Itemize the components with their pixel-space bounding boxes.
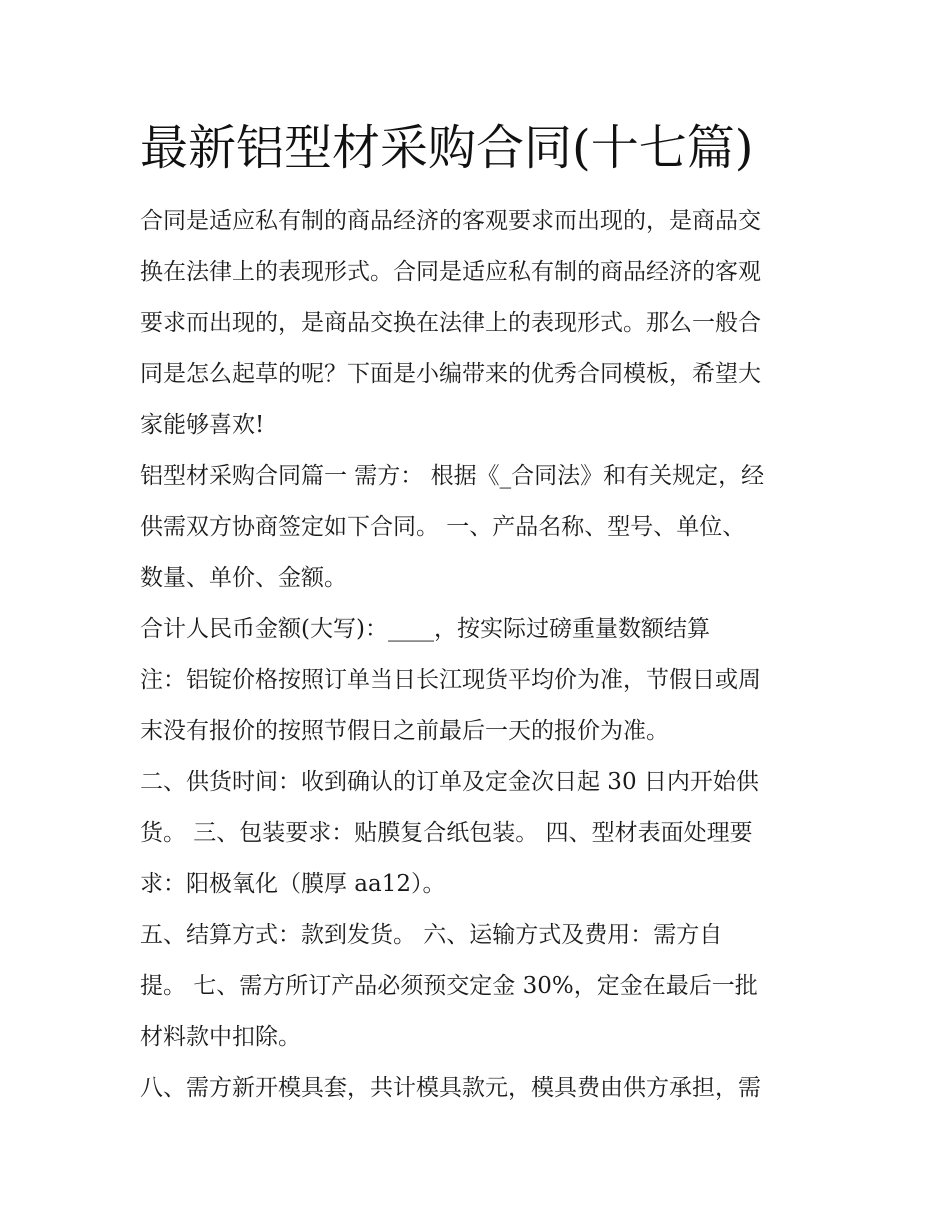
- paragraph-contract-one-header: [140, 451, 820, 604]
- text-line: 同是怎么起草的呢？下面是小编带来的优秀合同模板，希望大: [140, 361, 761, 387]
- document-title: 最新铝型材采购合同(十七篇): [140, 120, 754, 176]
- text-line: 换在法律上的表现形式。合同是适应私有制的商品经济的客观: [140, 259, 761, 285]
- paragraph-note: [140, 655, 820, 757]
- text-line: 合同是适应私有制的商品经济的客观要求而出现的，是商品交: [140, 208, 761, 234]
- paragraph-clauses-5-7: [140, 910, 820, 1063]
- text-line: 货。 三、包装要求：贴膜复合纸包装。 四、型材表面处理要: [140, 820, 753, 846]
- paragraph-clauses-2-4: [140, 757, 820, 910]
- text-line: 注：铝锭价格按照订单当日长江现货平均价为准，节假日或周: [140, 667, 761, 693]
- text-line: 数量、单价、金额。: [140, 565, 347, 591]
- text-line: 家能够喜欢!: [140, 412, 265, 438]
- text-line: 末没有报价的按照节假日之前最后一天的报价为准。: [140, 718, 669, 744]
- text-line: 八、需方新开模具套，共计模具款元，模具费由供方承担，需: [140, 1075, 761, 1101]
- text-line: 求：阳极氧化（膜厚 aa12）。: [140, 871, 446, 897]
- paragraph-total-amount: [140, 604, 820, 655]
- text-line: 合计人民币金额(大写)：____，按实际过磅重量数额结算: [140, 616, 710, 642]
- paragraph-clause-8: [140, 1063, 820, 1114]
- text-line: 要求而出现的，是商品交换在法律上的表现形式。那么一般合: [140, 310, 761, 336]
- text-line: 二、供货时间：收到确认的订单及定金次日起 30 日内开始供: [140, 769, 759, 795]
- text-line: 铝型材采购合同篇一 需方： 根据《_合同法》和有关规定，经: [140, 463, 765, 489]
- text-line: 供需双方协商签定如下合同。 一、产品名称、型号、单位、: [140, 514, 746, 540]
- paragraph-intro: [140, 196, 820, 451]
- text-line: 提。 七、需方所订产品必须预交定金 30%，定金在最后一批: [140, 973, 758, 999]
- text-line: 材料款中扣除。: [140, 1024, 301, 1050]
- text-line: 五、结算方式：款到发货。 六、运输方式及费用：需方自: [140, 922, 723, 948]
- document-body: [140, 196, 820, 1114]
